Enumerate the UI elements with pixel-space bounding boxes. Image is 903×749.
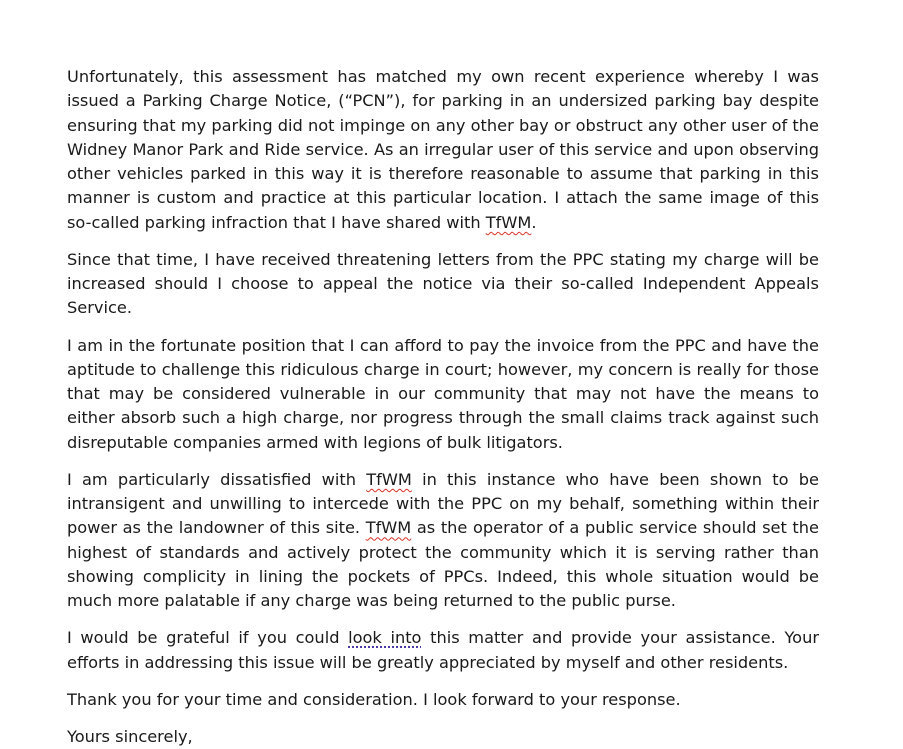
paragraph-text: Unfortunately, this assessment has matched my own recent experience whereby I was issued a Parking Charge Notice, (“PCN”), for parking in an undersized parking bay despite ensuring that my parking did not impinge on any other bay or obstruct any other user of the Widney Manor Park and Ride service. As an irregular user of this service and upon observing other vehicles parked in this way it is therefore reasonable to assume that parking in this manner is custom and practice at this particular location. I attach the same image of this so-called parking infraction that I have shared with [67,67,819,232]
paragraph-text: I would be grateful if you could [67,628,349,648]
paragraph-thank-you [67,688,819,712]
paragraph-dissatisfied [67,468,819,614]
paragraph-fortunate-position [67,334,819,455]
spelling-flag-tfwm[interactable]: TfWM [485,212,532,232]
paragraph-parking-experience [67,65,819,235]
spelling-flag-tfwm[interactable]: TfWM [366,469,412,489]
paragraph-text: as the operator of a public service should set the highest of standards and actively protect the community which it is serving rather than showing complicity in lining the pockets of PPCs. Indeed, this whole situation would be much more palatable if any charge was being returned to the public purse. [67,518,819,611]
paragraph-threatening-letters [67,248,819,321]
paragraph-request-assistance [67,626,819,675]
paragraph-text: Thank you for your time and consideration. I look forward to your response. [67,689,681,709]
paragraph-text: I am particularly dissatisfied with [67,469,367,489]
paragraph-text: this matter and provide your assistance. Your efforts in addressing this issue will be greatly appreciated by myself and other residents. [67,628,819,672]
paragraph-text: in this instance who have been shown to be intransigent and unwilling to intercede with the PPC on my behalf, something within their power as the landowner of this site. [67,469,819,538]
paragraph-text: . [531,212,537,232]
grammar-flag-look-into[interactable]: look into [348,628,422,648]
paragraph-text: I am in the fortunate position that I can afford to pay the invoice from the PPC and have the aptitude to challenge this ridiculous charge in court; however, my concern is really for those that may be considered vulnerable in our community that may not have the means to either absorb such a high charge, nor progress through the small claims track against such disreputable companies armed with legions of bulk litigators. [67,335,819,452]
spelling-flag-tfwm[interactable]: TfWM [365,518,412,538]
document-body[interactable] [67,65,819,749]
paragraph-text: Since that time, I have received threatening letters from the PPC stating my charge will be increased should I choose to appeal the notice via their so-called Independent Appeals Service. [67,249,819,318]
sign-off-text: Yours sincerely, [67,726,193,746]
